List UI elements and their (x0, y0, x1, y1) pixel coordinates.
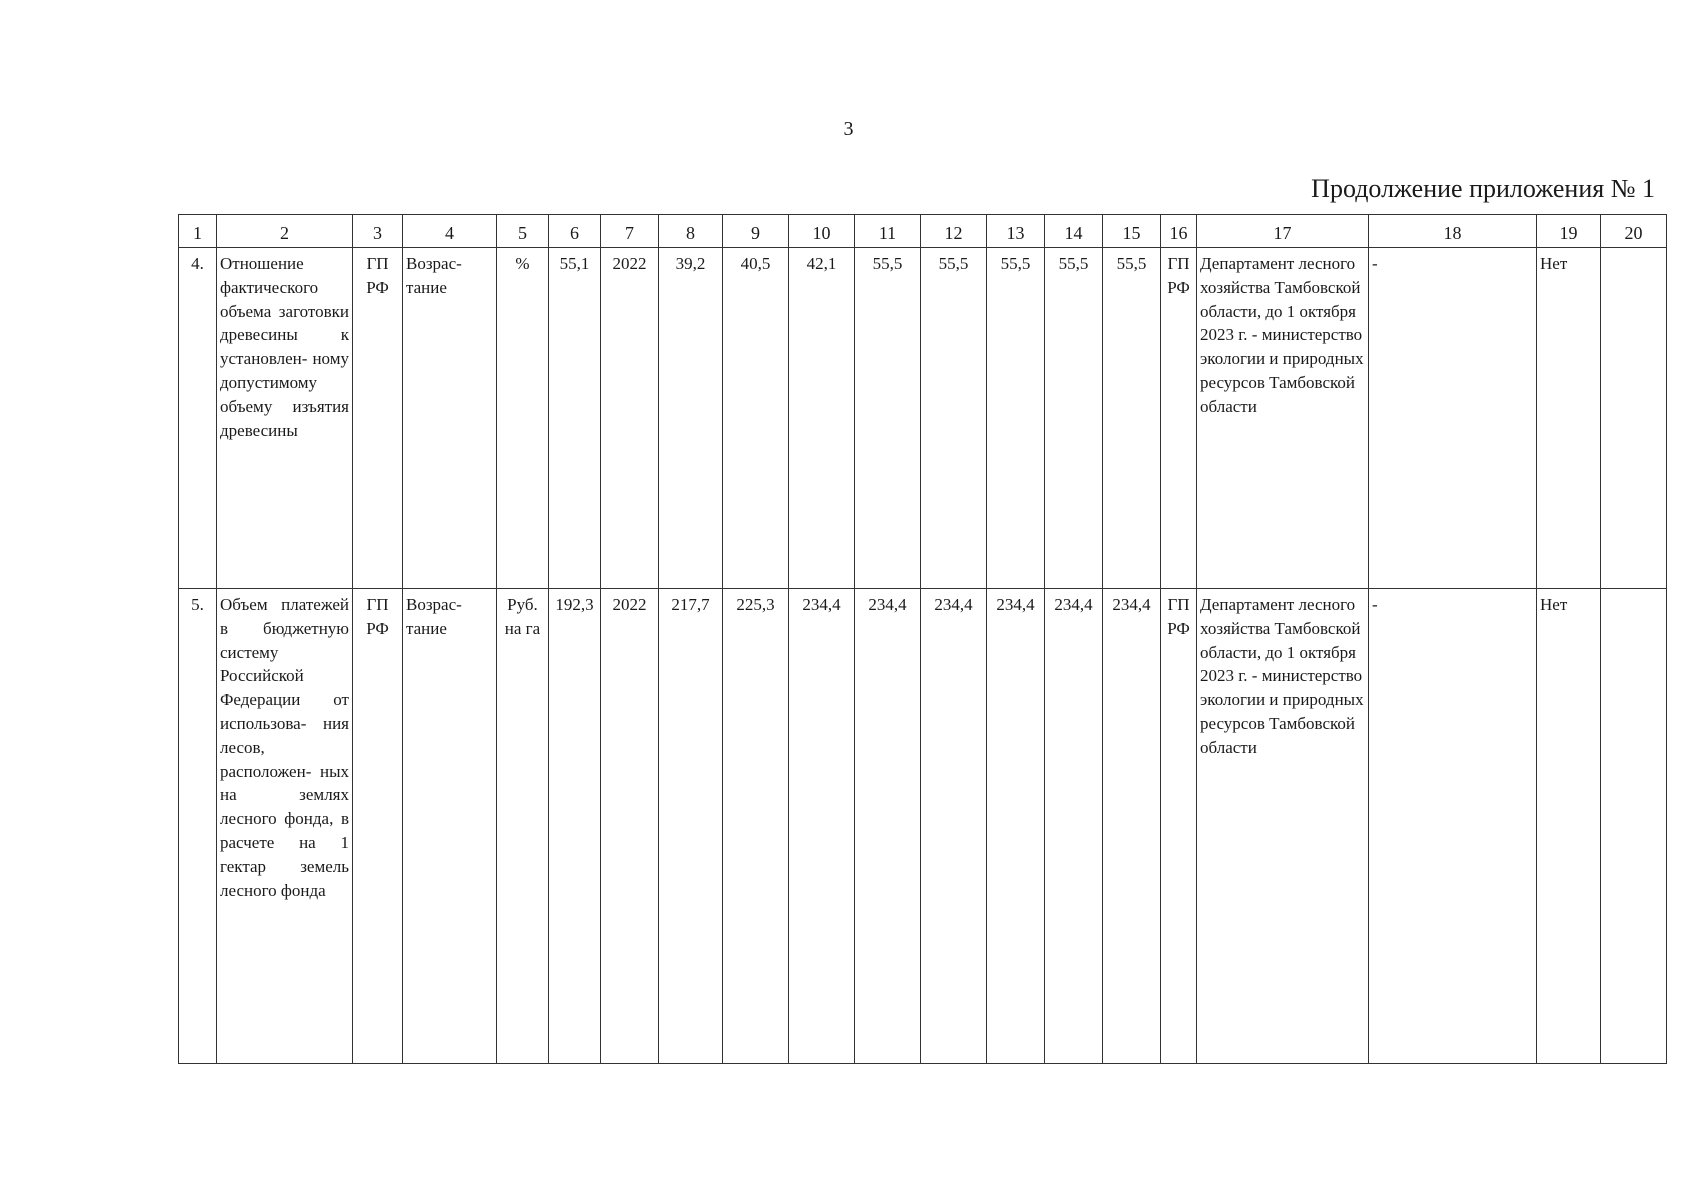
header-row (179, 215, 1667, 248)
base-year: 2022 (601, 248, 659, 589)
indicator-direction: Возрас- тание (403, 248, 497, 589)
value-col-15: 55,5 (1103, 248, 1161, 589)
value-col-13: 234,4 (987, 589, 1045, 1064)
header-cell: 5 (497, 215, 549, 248)
row-number: 5. (179, 589, 217, 1064)
indicator-name: Объем платежей в бюджетную систему Российской Федерации от использова- ния лесов, расположен- ных на землях лесного фонда, в расчете на 1 гектар земель лесного фонда (217, 589, 353, 1064)
header-cell: 13 (987, 215, 1045, 248)
linked-indicator: - (1369, 248, 1537, 589)
value-col-12: 234,4 (921, 589, 987, 1064)
value-col-10: 234,4 (789, 589, 855, 1064)
header-cell: 10 (789, 215, 855, 248)
header-cell: 3 (353, 215, 403, 248)
value-col-12: 55,5 (921, 248, 987, 589)
table-row (179, 589, 1667, 1064)
responsible-body: Департамент лесного хозяйства Тамбовской области, до 1 октября 2023 г. - министерство экологии и природных ресурсов Тамбовской области (1197, 589, 1369, 1064)
document-ref: ГП РФ (1161, 589, 1197, 1064)
indicator-unit: % (497, 248, 549, 589)
page-number: 3 (843, 118, 854, 140)
indicator-level: ГП РФ (353, 589, 403, 1064)
responsible-body: Департамент лесного хозяйства Тамбовской области, до 1 октября 2023 г. - министерство экологии и природных ресурсов Тамбовской области (1197, 248, 1369, 589)
linked-indicator: - (1369, 589, 1537, 1064)
header-cell: 15 (1103, 215, 1161, 248)
indicator-unit: Руб. на га (497, 589, 549, 1064)
appendix-caption: Продолжение приложения № 1 (1311, 174, 1655, 203)
document-ref: ГП РФ (1161, 248, 1197, 589)
value-col-11: 234,4 (855, 589, 921, 1064)
value-col-14: 55,5 (1045, 248, 1103, 589)
row-number: 4. (179, 248, 217, 589)
value-col-10: 42,1 (789, 248, 855, 589)
value-col-14: 234,4 (1045, 589, 1103, 1064)
value-col-11: 55,5 (855, 248, 921, 589)
base-value: 192,3 (549, 589, 601, 1064)
value-col-8: 39,2 (659, 248, 723, 589)
value-col-9: 225,3 (723, 589, 789, 1064)
column-20-cell (1601, 589, 1667, 1064)
info-system: Нет (1537, 248, 1601, 589)
header-cell: 7 (601, 215, 659, 248)
column-20-cell (1601, 248, 1667, 589)
header-cell: 16 (1161, 215, 1197, 248)
base-year: 2022 (601, 589, 659, 1064)
header-cell: 19 (1537, 215, 1601, 248)
header-cell: 1 (179, 215, 217, 248)
indicators-table (178, 214, 1667, 1064)
value-col-13: 55,5 (987, 248, 1045, 589)
info-system: Нет (1537, 589, 1601, 1064)
header-cell: 11 (855, 215, 921, 248)
indicator-level: ГП РФ (353, 248, 403, 589)
header-cell: 14 (1045, 215, 1103, 248)
header-cell: 4 (403, 215, 497, 248)
header-cell: 12 (921, 215, 987, 248)
base-value: 55,1 (549, 248, 601, 589)
header-cell: 6 (549, 215, 601, 248)
header-cell: 18 (1369, 215, 1537, 248)
header-cell: 20 (1601, 215, 1667, 248)
value-col-8: 217,7 (659, 589, 723, 1064)
value-col-9: 40,5 (723, 248, 789, 589)
header-cell: 8 (659, 215, 723, 248)
header-cell: 17 (1197, 215, 1369, 248)
value-col-15: 234,4 (1103, 589, 1161, 1064)
header-cell: 2 (217, 215, 353, 248)
indicator-name: Отношение фактического объема заготовки древесины к установлен- ному допустимому объему изъятия древесины (217, 248, 353, 589)
indicator-direction: Возрас- тание (403, 589, 497, 1064)
header-cell: 9 (723, 215, 789, 248)
table-row (179, 248, 1667, 589)
